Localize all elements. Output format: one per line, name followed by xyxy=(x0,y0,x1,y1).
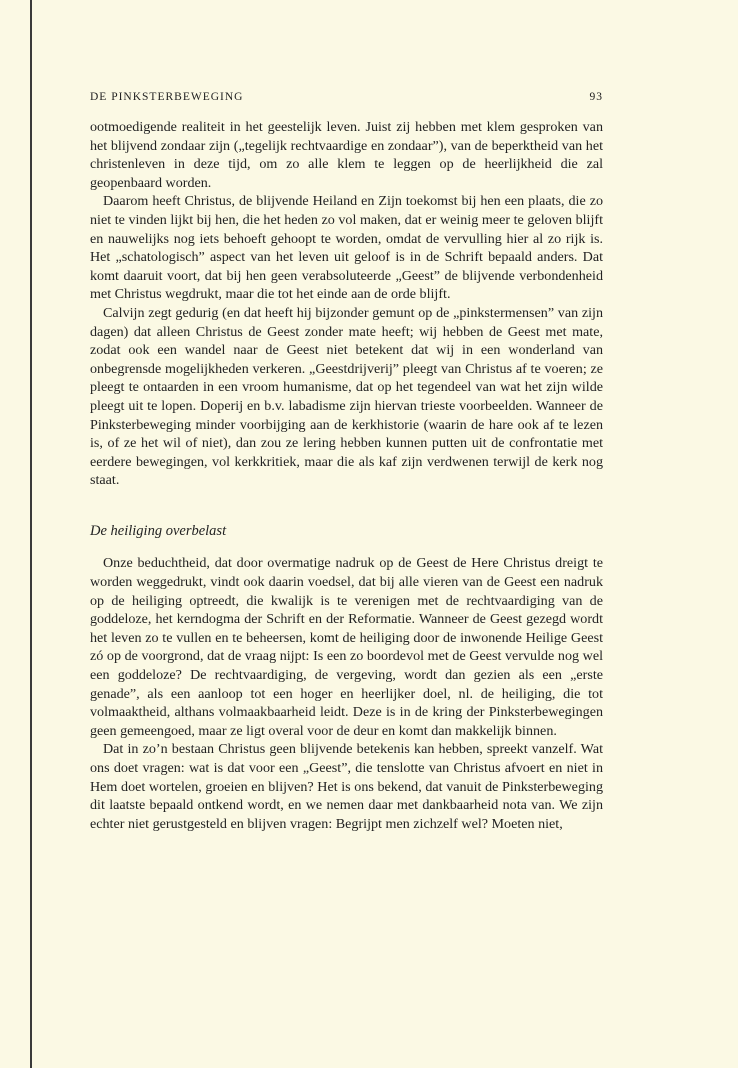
section-heading: De heiliging overbelast xyxy=(90,522,227,539)
paragraph: ootmoedigende realiteit in het geestelijk leven. Juist zij hebben met klem gesproken van het blijvend zondaar zijn („tegelijk rechtvaardige en zondaar”), van de beperktheid van het christenleven in deze tijd, om zo alle klem te leggen op de heerlijkheid die zal geopenbaard worden. xyxy=(90,119,603,191)
page-number: 93 xyxy=(589,91,603,103)
paragraph: Calvijn zegt gedurig (en dat heeft hij bijzonder gemunt op de „pinkstermensen” van zijn dagen) dat alleen Christus de Geest zonder mate heeft; wij hebben de Geest met mate, zodat ook een wandel naar de Geest niet betekent dat wij in een wonderland van onbegrensde mogelijkheden verkeren. „Geestdrijverij” pleegt van Christus af te voeren; ze pleegt te ontaarden in een vroom humanisme, dat op het tegendeel van wat het zijn wilde pleegt uit te lopen. Doperij en b.v. labadisme zijn hiervan trieste voorbeelden. Wanneer de Pinksterbeweging minder voorbijging aan de kerkhistorie (waarin de hare ook af te lezen is, of ze het wil of niet), dan zou ze lering hebben kunnen putten uit de confrontatie met eerdere bewegingen, vol kerkkritiek, maar die als kaf zijn verdwenen terwijl de kerk nog staat. xyxy=(90,304,603,489)
paragraph: Daarom heeft Christus, de blijvende Heiland en Zijn toekomst bij hen een plaats, die zo niet te vinden lijkt bij hen, die het heden zo vol maken, dat er weinig meer te geloven blijft en nauwelijks nog iets behoeft gehoopt te worden, omdat de vervulling hier al zo rijk is. Het „schatologisch” aspect van het leven uit geloof is in de Schrift bepaald anders. Dat komt daaruit voort, dat bij hen geen verabsoluteerde „Geest” de blijvende verbondenheid met Christus wegdrukt, maar die tot het einde aan de orde blijft. xyxy=(90,193,603,303)
paragraph: Onze beduchtheid, dat door overmatige nadruk op de Geest de Here Christus dreigt te worden weggedrukt, vindt ook daarin voedsel, dat bij alle vieren van de Geest een nadruk op de heiliging optreedt, die kwalijk is te verenigen met de rechtvaardiging van de goddeloze, het kerndogma der Schrift en der Reformatie. Wanneer de Geest gezegd wordt het leven zo te vullen en te beheersen, komt de heiliging door de inwonende Heilige Geest zó op de voorgrond, dat de vraag nijpt: Is een zo boordevol met de Geest vervulde nog wel een goddeloze? De rechtvaardiging, de vergeving, wordt dan gezien als een „erste genade”, als een aanloop tot een hoger en heerlijker doel, nl. de heiliging, die tot volmaaktheid, althans volmaakbaarheid leidt. Deze is in de kring der Pinksterbewegingen geen gemeengoed, maar ze ligt overal voor de deur en komt dan makkelijk binnen. xyxy=(90,555,603,739)
running-title: DE PINKSTERBEWEGING xyxy=(90,91,244,103)
scan-left-edge xyxy=(30,0,32,1068)
body-text xyxy=(90,118,603,833)
paragraph: Dat in zo’n bestaan Christus geen blijvende betekenis kan hebben, spreekt vanzelf. Wat ons doet vragen: wat is dat voor een „Geest”, die tenslotte van Christus afvoert en niet in Hem doet wortelen, groeien en blijven? Het is ons bekend, dat vanuit de Pinksterbeweging dit laatste bepaald ontkend wordt, en we nemen daar met dankbaarheid nota van. We zijn echter niet gerustgesteld en blijven vragen: Begrijpt men zichzelf wel? Moeten niet, xyxy=(90,741,603,832)
running-head xyxy=(90,91,603,103)
